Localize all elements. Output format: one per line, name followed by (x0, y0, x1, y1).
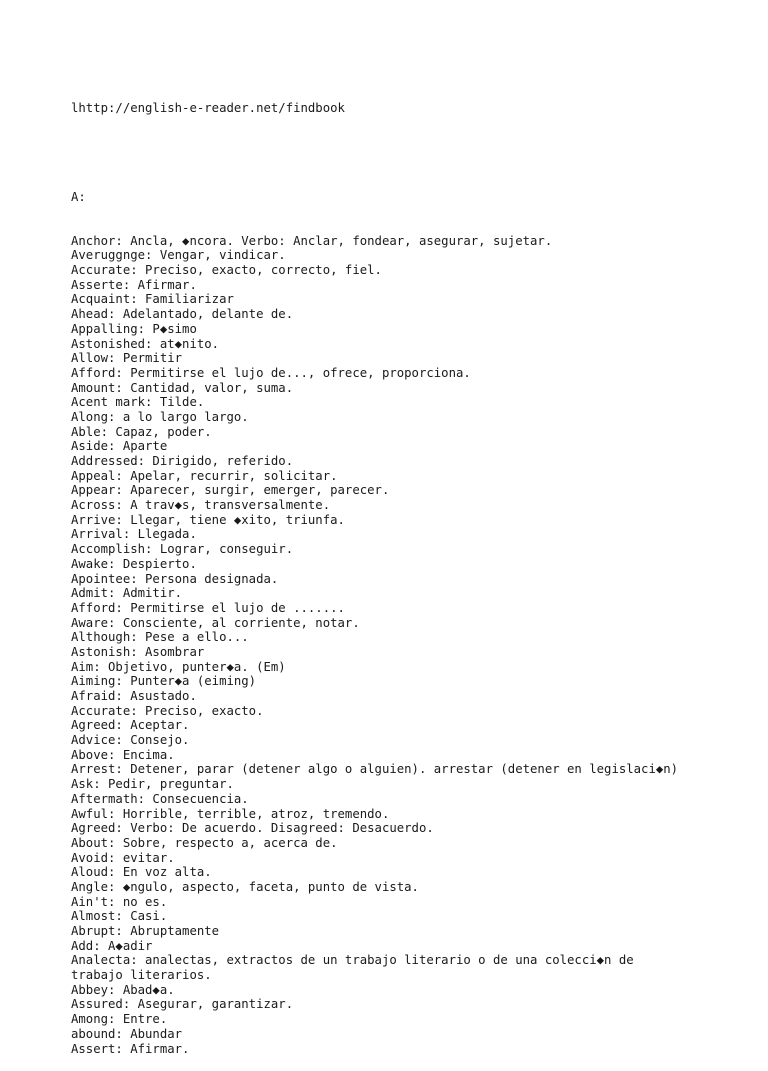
glossary-entry: Allow: Permitir (71, 351, 183, 366)
glossary-entry: Afford: Permitirse el lujo de..., ofrece, proporciona. (71, 365, 471, 380)
glossary-entry: About: Sobre, respecto a, acerca de. (71, 835, 338, 850)
glossary-entry: Angle: ◆ngulo, aspecto, faceta, punto de vista. (71, 879, 419, 894)
glossary-entry: Ask: Pedir, preguntar. (71, 777, 234, 792)
glossary-entry: Appeal: Apelar, recurrir, solicitar. (71, 468, 338, 483)
glossary-entry: Arrest: Detener, parar (detener algo o alguien). arrestar (detener en legislaci◆n) (71, 762, 679, 777)
glossary-entry: Arrive: Llegar, tiene ◆xito, triunfa. (71, 512, 345, 527)
glossary-entry: Advice: Consejo. (71, 733, 190, 748)
glossary-entry: Able: Capaz, poder. (71, 424, 212, 439)
glossary-entry: Afford: Permitirse el lujo de ....... (71, 600, 345, 615)
glossary-entry: Accurate: Preciso, exacto, correcto, fiel. (71, 263, 382, 278)
glossary-entry: Almost: Casi. (71, 909, 168, 924)
glossary-entry: Assured: Asegurar, garantizar. (71, 997, 294, 1012)
glossary-entry: Across: A trav◆s, transversalmente. (71, 498, 331, 513)
glossary-entry: Addressed: Dirigido, referido. (71, 454, 294, 468)
glossary-entry: Astonish: Asombrar (71, 644, 205, 659)
glossary-entry: Aiming: Punter◆a (eiming) (71, 674, 257, 689)
glossary-entry: Averuggnge: Vengar, vindicar. (71, 248, 286, 263)
glossary-entry: trabajo literarios. (71, 968, 212, 983)
glossary-entry: Afraid: Asustado. (71, 689, 197, 703)
document-body (71, 72, 761, 1071)
glossary-entry: Astonished: at◆nito. (71, 336, 220, 351)
glossary-entries (71, 234, 761, 1057)
glossary-entry: Agreed: Verbo: De acuerdo. Disagreed: Desacuerdo. (71, 821, 434, 836)
glossary-entry: Along: a lo largo largo. (71, 409, 249, 424)
glossary-entry: Accomplish: Lograr, conseguir. (71, 542, 294, 557)
glossary-entry: Aim: Objetivo, punter◆a. (Em) (71, 659, 286, 674)
glossary-entry: Assert: Afirmar. (71, 1041, 190, 1056)
glossary-entry: Although: Pese a ello... (71, 630, 249, 645)
glossary-entry: Accurate: Preciso, exacto. (71, 703, 264, 718)
source-url-line: lhttp://english-e-reader.net/findbook (71, 101, 345, 116)
glossary-entry: Appear: Aparecer, surgir, emerger, parecer. (71, 483, 390, 498)
glossary-entry: Apointee: Persona designada. (71, 571, 279, 586)
glossary-entry: Anchor: Ancla, ◆ncora. Verbo: Anclar, fondear, asegurar, sujetar. (71, 233, 553, 248)
glossary-entry: Abbey: Abad◆a. (71, 982, 175, 997)
glossary-entry: Asserte: Afirmar. (71, 277, 197, 292)
glossary-entry: Ahead: Adelantado, delante de. (71, 307, 294, 322)
section-heading: A: (71, 189, 86, 204)
glossary-entry: Arrival: Llegada. (71, 527, 197, 542)
glossary-entry: Aware: Consciente, al corriente, notar. (71, 615, 360, 630)
glossary-entry: Ain't: no es. (71, 894, 168, 909)
glossary-entry: Awful: Horrible, terrible, atroz, tremendo. (71, 806, 390, 821)
glossary-entry: Abrupt: Abruptamente (71, 924, 220, 938)
glossary-entry: Aloud: En voz alta. (71, 865, 212, 880)
glossary-entry: Acquaint: Familiarizar (71, 292, 234, 307)
glossary-entry: Amount: Cantidad, valor, suma. (71, 380, 294, 395)
glossary-entry: Appalling: P◆simo (71, 321, 197, 336)
glossary-entry: Aside: Aparte (71, 439, 168, 454)
glossary-entry: abound: Abundar (71, 1026, 183, 1041)
blank-line (71, 146, 761, 161)
glossary-entry: Avoid: evitar. (71, 850, 175, 865)
glossary-entry: Admit: Admitir. (71, 586, 183, 601)
glossary-entry: Among: Entre. (71, 1012, 168, 1027)
glossary-entry: Analecta: analectas, extractos de un trabajo literario o de una colecci◆n de (71, 953, 634, 968)
glossary-entry: Add: A◆adir (71, 938, 153, 953)
glossary-entry: Above: Encima. (71, 747, 175, 762)
glossary-entry: Agreed: Aceptar. (71, 718, 190, 733)
glossary-entry: Awake: Despierto. (71, 556, 197, 571)
glossary-entry: Aftermath: Consecuencia. (71, 791, 249, 806)
glossary-entry: Acent mark: Tilde. (71, 395, 205, 410)
